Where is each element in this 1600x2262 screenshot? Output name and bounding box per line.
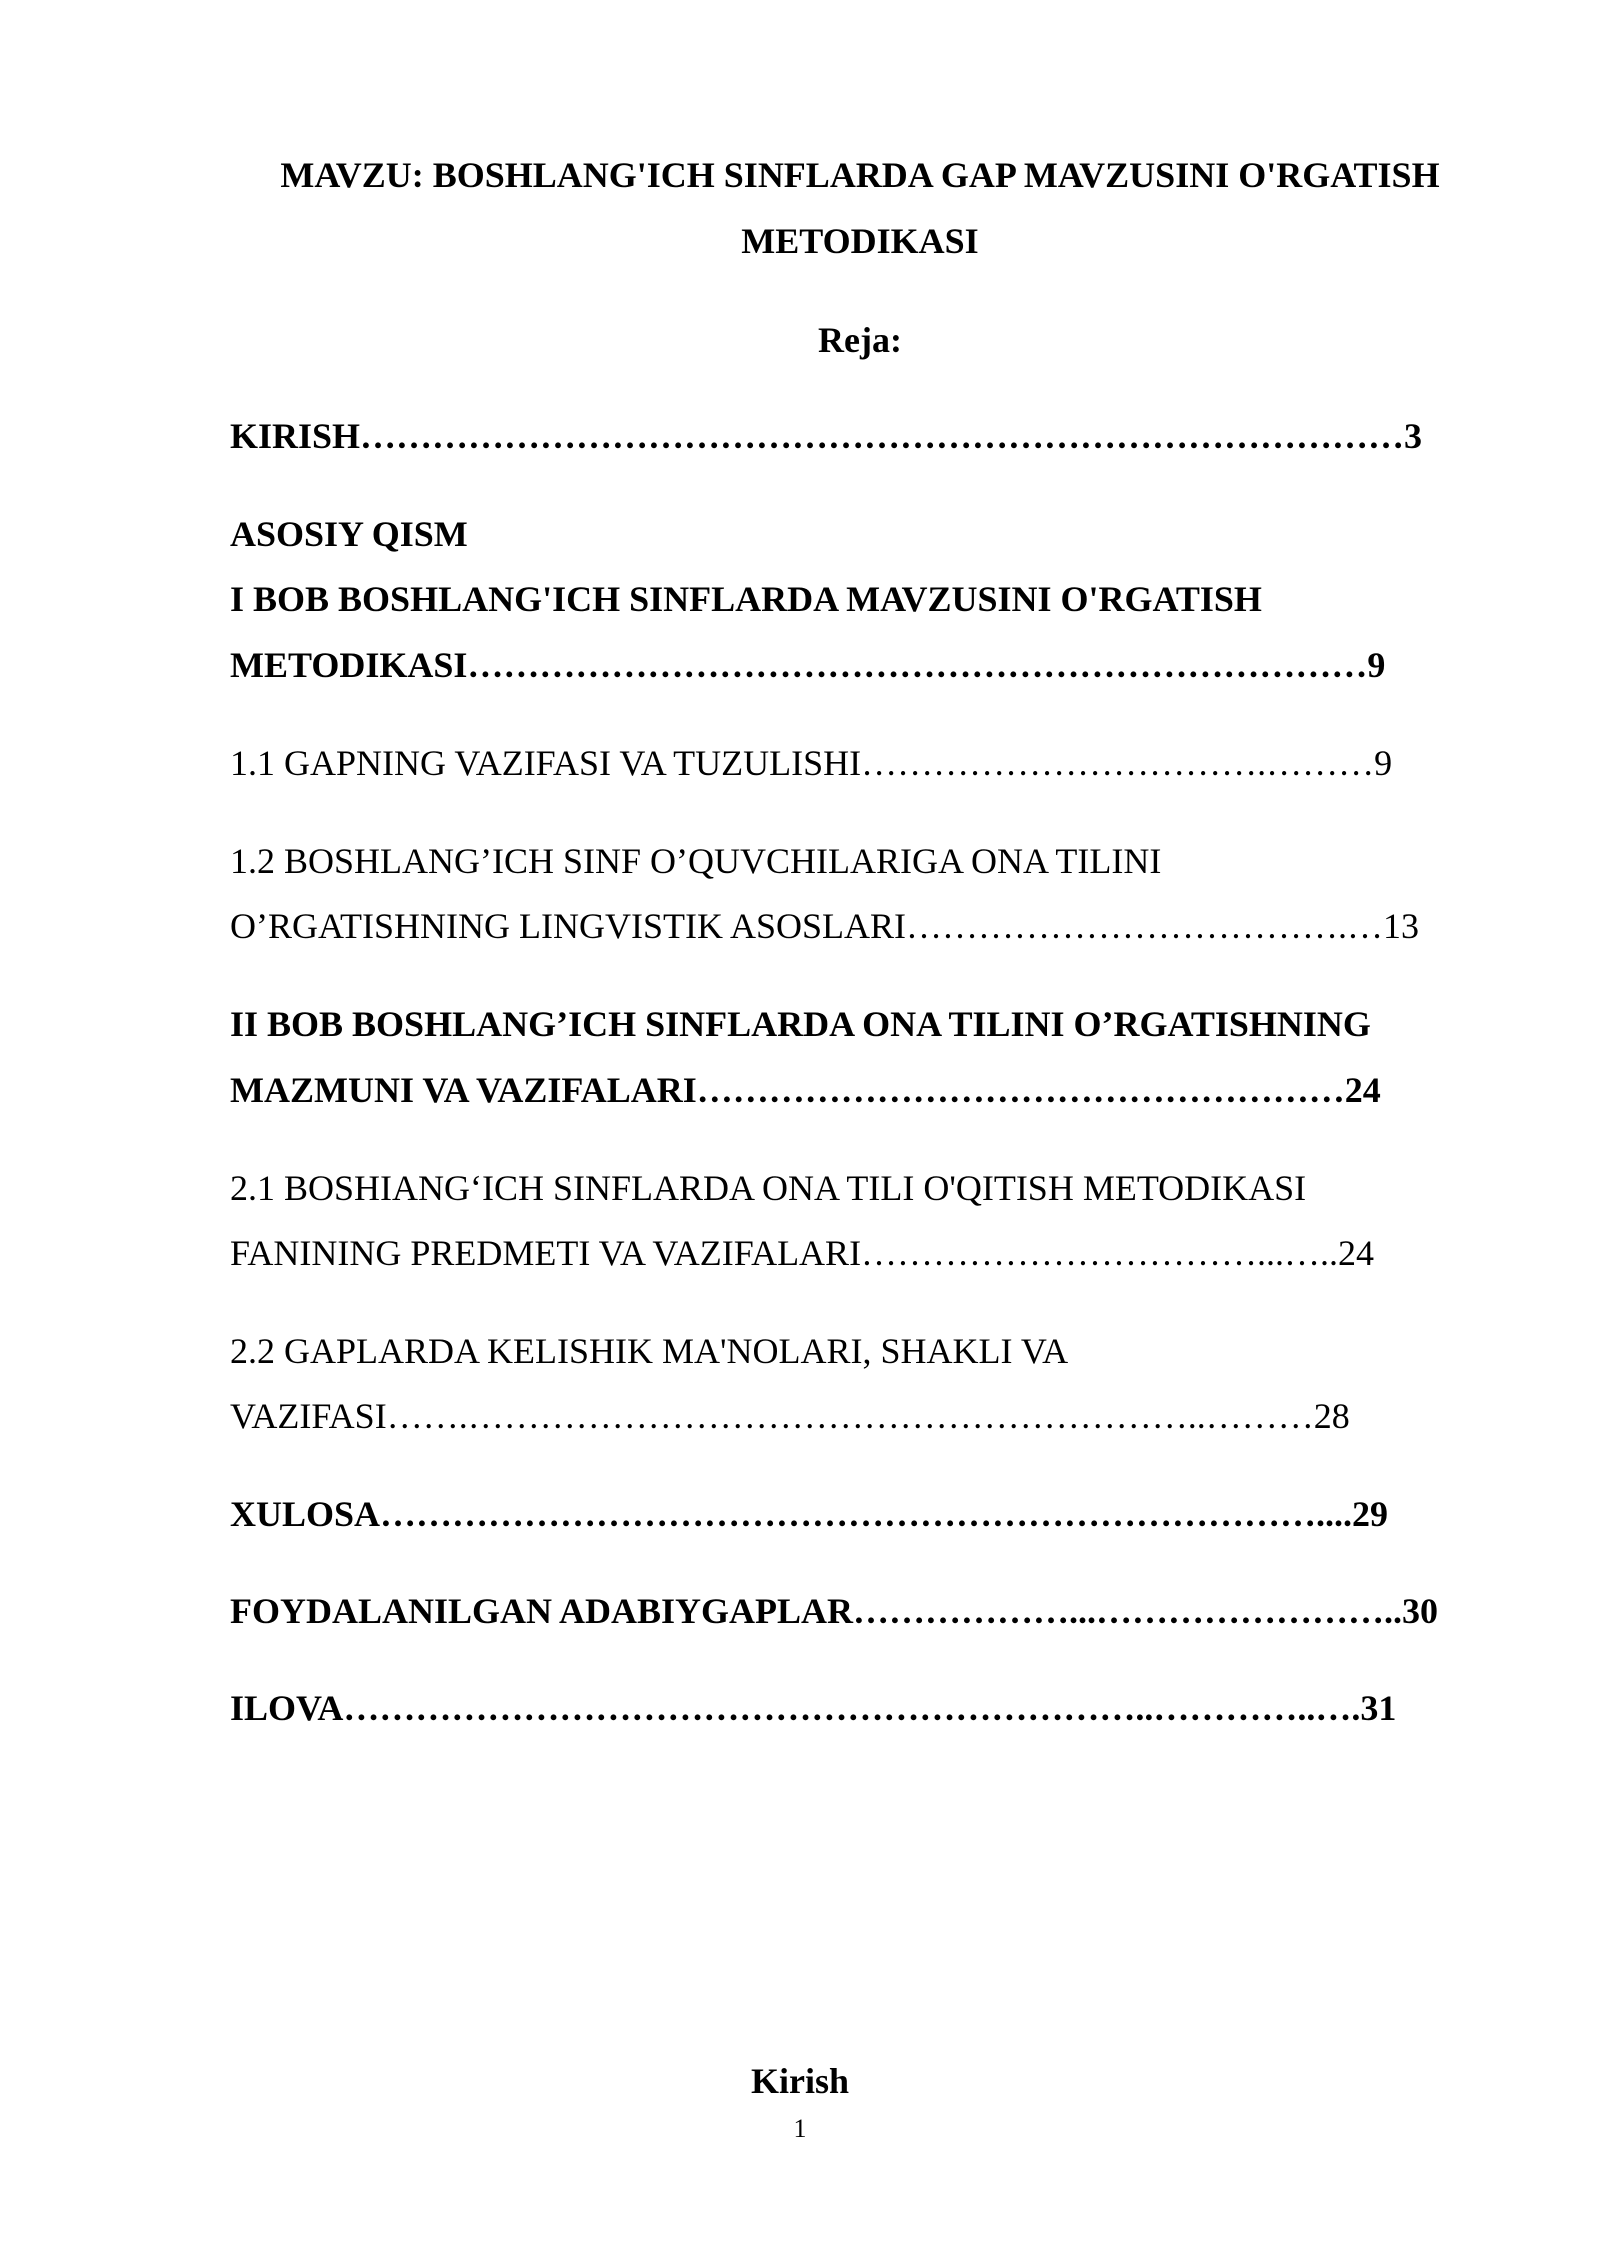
toc-entry-ilova: ILOVA…………………………………………………………..…………..….31 xyxy=(230,1688,1397,1728)
toc-entry-xulosa: XULOSA……………………………………………………………………....29 xyxy=(230,1494,1389,1534)
toc-entry-bob2-line-2: MAZMUNI VA VAZIFALARI………………………………………………24 xyxy=(230,1070,1381,1110)
toc-entry-2-2-line-1: 2.2 GAPLARDA KELISHIK MA'NOLARI, SHAKLI VA xyxy=(230,1331,1069,1371)
next-section-heading: Kirish xyxy=(750,2061,849,2101)
toc-entry-1-1: 1.1 GAPNING VAZIFASI VA TUZULISHI…………………………….………9 xyxy=(230,743,1393,783)
toc-entry-2-1-line-1: 2.1 BOSHIANG‘ICH SINFLARDA ONA TILI O'QITISH METODIKASI xyxy=(230,1168,1307,1208)
toc-heading-asosiy-qism: ASOSIY QISM xyxy=(230,514,468,554)
document-title-line-1: MAVZU: BOSHLANG'ICH SINFLARDA GAP MAVZUSINI O'RGATISH xyxy=(280,155,1440,195)
toc-entry-2-1-line-2: FANINING PREDMETI VA VAZIFALARI……………………………...…..24 xyxy=(230,1233,1375,1273)
toc-entry-bob1-line-1: I BOB BOSHLANG'ICH SINFLARDA MAVZUSINI O'RGATISH xyxy=(230,579,1262,619)
toc-entry-2-2-line-2: VAZIFASI…….……………………………………………………..………28 xyxy=(230,1396,1350,1436)
toc-entry-1-2-line-1: 1.2 BOSHLANG’ICH SINF O’QUVCHILARIGA ONA TILINI xyxy=(230,841,1162,881)
toc-entry-1-2-line-2: O’RGATISHNING LINGVISTIK ASOSLARI……………………………….…13 xyxy=(230,906,1419,946)
toc-entry-bob1-line-2: METODIKASI…………………………………………………………………9 xyxy=(230,645,1386,685)
toc-entry-foydalanilgan-adabiyotlar: FOYDALANILGAN ADABIYGAPLAR………………...……………………..30 xyxy=(230,1591,1439,1631)
toc-entry-bob2-line-1: II BOB BOSHLANG’ICH SINFLARDA ONA TILINI O’RGATISHNING xyxy=(230,1004,1371,1044)
plan-heading: Reja: xyxy=(818,320,902,360)
document-title-line-2: METODIKASI xyxy=(741,221,979,261)
toc-entry-kirish: KIRISH……………………………………………………………………………3 xyxy=(230,416,1423,456)
page-number: 1 xyxy=(793,2114,807,2143)
